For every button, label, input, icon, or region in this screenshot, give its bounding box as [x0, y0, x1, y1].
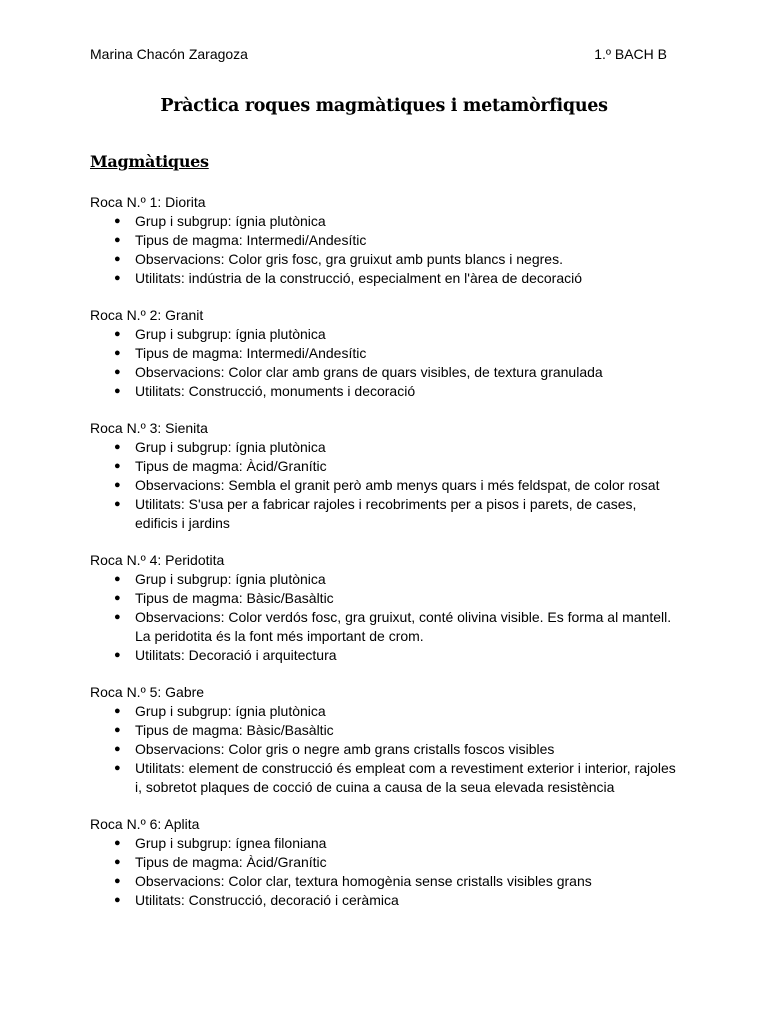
- list-item-text: Grup i subgrup: ígnia plutònica: [135, 439, 326, 455]
- bullet-icon: ●: [114, 215, 121, 227]
- section-heading: Magmàtiques: [90, 152, 209, 171]
- rock-entry: [90, 815, 690, 910]
- bullet-icon: ●: [114, 894, 121, 906]
- bullet-icon: ●: [114, 762, 121, 774]
- rock-entry: [90, 683, 690, 797]
- bullet-icon: ●: [114, 592, 121, 604]
- list-item-text: Grup i subgrup: ígnia plutònica: [135, 326, 326, 342]
- author-name: Marina Chacón Zaragoza: [90, 46, 248, 62]
- list-item-text: Grup i subgrup: ígnia plutònica: [135, 213, 326, 229]
- list-item-text: Utilitats: Decoració i arquitectura: [135, 647, 337, 663]
- list-item: [90, 212, 680, 231]
- list-item-text: Observacions: Color gris fosc, gra gruixut amb punts blancs i negres.: [135, 251, 563, 267]
- list-item-text: Utilitats: element de construcció és empleat com a revestiment exterior i interior, rajoles i, sobretot plaques de cocció de cuina a causa de la seua elevada resistència: [135, 760, 676, 795]
- rock-title: Roca N.º 6: Aplita: [90, 816, 200, 832]
- rock-title: Roca N.º 5: Gabre: [90, 684, 205, 700]
- bullet-icon: ●: [114, 837, 121, 849]
- list-item-text: Tipus de magma: Intermedi/Andesític: [135, 345, 367, 361]
- list-item: [90, 344, 680, 363]
- rock-title: Roca N.º 2: Granit: [90, 307, 204, 323]
- list-item: [90, 382, 680, 401]
- list-item: [90, 721, 680, 740]
- bullet-icon: ●: [114, 724, 121, 736]
- rock-properties: [90, 570, 690, 665]
- list-item-text: Tipus de magma: Àcid/Granític: [135, 458, 327, 474]
- list-item: [90, 589, 680, 608]
- document-title: Pràctica roques magmàtiques i metamòrfiques: [160, 96, 608, 116]
- list-item-text: Tipus de magma: Bàsic/Basàltic: [135, 722, 334, 738]
- rock-entry: [90, 419, 690, 533]
- list-item: [90, 608, 680, 646]
- list-item-text: Utilitats: S'usa per a fabricar rajoles i recobriments per a pisos i parets, de cases, edificis i jardins: [135, 496, 637, 531]
- list-item: [90, 457, 680, 476]
- list-item-text: Tipus de magma: Intermedi/Andesític: [135, 232, 367, 248]
- list-item-text: Observacions: Sembla el granit però amb menys quars i més feldspat, de color rosat: [135, 477, 660, 493]
- rock-properties: [90, 702, 690, 797]
- list-item: [90, 250, 680, 269]
- list-item-text: Grup i subgrup: ígnia plutònica: [135, 703, 326, 719]
- bullet-icon: ●: [114, 441, 121, 453]
- list-item-text: Utilitats: Construcció, decoració i ceràmica: [135, 892, 399, 908]
- list-item: [90, 759, 680, 797]
- list-item: [90, 325, 680, 344]
- list-item: [90, 269, 680, 288]
- bullet-icon: ●: [114, 385, 121, 397]
- list-item: [90, 231, 680, 250]
- list-item-text: Observacions: Color clar amb grans de quars visibles, de textura granulada: [135, 364, 603, 380]
- bullet-icon: ●: [114, 649, 121, 661]
- rock-entry: [90, 193, 690, 288]
- bullet-icon: ●: [114, 460, 121, 472]
- list-item: [90, 853, 680, 872]
- list-item: [90, 570, 680, 589]
- rock-list: [90, 193, 690, 928]
- list-item-text: Utilitats: Construcció, monuments i decoració: [135, 383, 416, 399]
- list-item: [90, 476, 680, 495]
- list-item: [90, 646, 680, 665]
- list-item: [90, 363, 680, 382]
- list-item-text: Grup i subgrup: ígnia plutònica: [135, 571, 326, 587]
- rock-title: Roca N.º 1: Diorita: [90, 194, 206, 210]
- list-item: [90, 872, 680, 891]
- list-item: [90, 740, 680, 759]
- list-item: [90, 702, 680, 721]
- list-item-text: Observacions: Color gris o negre amb grans cristalls foscos visibles: [135, 741, 555, 757]
- list-item: [90, 834, 680, 853]
- list-item: [90, 891, 680, 910]
- rock-entry: [90, 551, 690, 665]
- rock-properties: [90, 438, 690, 533]
- rock-title: Roca N.º 3: Sienita: [90, 420, 208, 436]
- bullet-icon: ●: [114, 875, 121, 887]
- list-item-text: Observacions: Color clar, textura homogènia sense cristalls visibles grans: [135, 873, 592, 889]
- bullet-icon: ●: [114, 705, 121, 717]
- bullet-icon: ●: [114, 253, 121, 265]
- rock-title: Roca N.º 4: Peridotita: [90, 552, 225, 568]
- bullet-icon: ●: [114, 743, 121, 755]
- bullet-icon: ●: [114, 498, 121, 510]
- bullet-icon: ●: [114, 272, 121, 284]
- bullet-icon: ●: [114, 366, 121, 378]
- list-item-text: Tipus de magma: Bàsic/Basàltic: [135, 590, 334, 606]
- rock-entry: [90, 306, 690, 401]
- bullet-icon: ●: [114, 328, 121, 340]
- rock-properties: [90, 325, 690, 401]
- list-item: [90, 495, 680, 533]
- class-label: 1.º BACH B: [594, 46, 667, 62]
- page-header: [90, 45, 667, 64]
- bullet-icon: ●: [114, 347, 121, 359]
- bullet-icon: ●: [114, 234, 121, 246]
- list-item-text: Observacions: Color verdós fosc, gra gruixut, conté olivina visible. Es forma al mantell. La peridotita és la font més important de crom.: [135, 609, 672, 644]
- rock-properties: [90, 834, 690, 910]
- bullet-icon: ●: [114, 611, 121, 623]
- bullet-icon: ●: [114, 573, 121, 585]
- bullet-icon: ●: [114, 479, 121, 491]
- list-item-text: Tipus de magma: Àcid/Granític: [135, 854, 327, 870]
- list-item: [90, 438, 680, 457]
- rock-properties: [90, 212, 690, 288]
- bullet-icon: ●: [114, 856, 121, 868]
- list-item-text: Utilitats: indústria de la construcció, especialment en l'àrea de decoració: [135, 270, 583, 286]
- list-item-text: Grup i subgrup: ígnea filoniana: [135, 835, 327, 851]
